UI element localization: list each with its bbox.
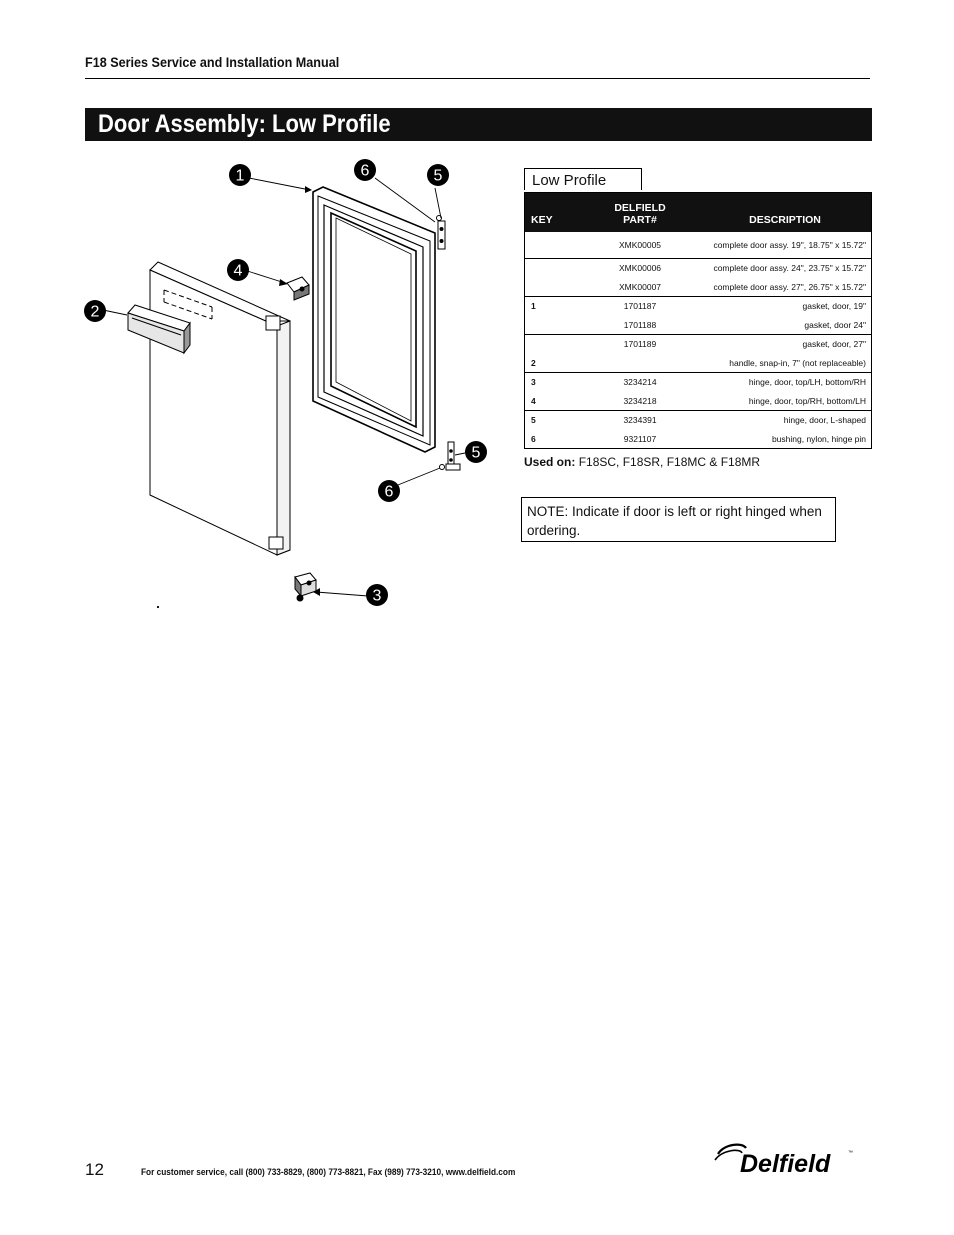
callout-4-label: 4	[233, 262, 243, 280]
customer-service-text: For customer service, call (800) 733-8829, (800) 773-8821, Fax (989) 773-3210, www.delfield.com	[141, 1167, 516, 1177]
row-key: 5	[525, 411, 582, 430]
ordering-note: NOTE: Indicate if door is left or right hinged when ordering.	[521, 497, 836, 542]
l-hinge-bottom-drawing	[440, 442, 461, 470]
gasket-drawing	[313, 187, 435, 452]
row-part: XMK00006	[581, 259, 699, 278]
table-row	[525, 316, 872, 335]
table-row	[525, 354, 872, 373]
door-panel-drawing	[150, 262, 290, 608]
header-description: DESCRIPTION	[699, 193, 872, 233]
table-row	[525, 278, 872, 297]
table-row	[525, 259, 872, 278]
row-part: 9321107	[623, 433, 657, 444]
hinge-top-drawing	[287, 277, 309, 300]
l-hinge-top-drawing	[437, 216, 446, 250]
row-part: 1701189	[581, 335, 699, 354]
row-part: 1701188	[623, 319, 657, 330]
row-description: hinge, door, top/RH, bottom/LH	[748, 395, 866, 406]
header-part-line2: PART#	[623, 214, 657, 226]
row-key	[525, 316, 582, 335]
row-key	[525, 232, 582, 259]
used-on-models: F18SC, F18SR, F18MC & F18MR	[578, 455, 761, 469]
row-key	[525, 335, 582, 354]
callout-5-top-label: 5	[433, 167, 443, 185]
svg-text:™: ™	[848, 1150, 853, 1156]
used-on-line	[524, 455, 760, 469]
row-part: 3234391	[581, 411, 699, 430]
table-row	[525, 373, 872, 392]
row-part: 1701187	[581, 297, 699, 316]
table-row	[525, 411, 872, 430]
header-divider	[85, 78, 870, 79]
page-title-bar	[85, 108, 872, 141]
svg-text:Delfield: Delfield	[740, 1150, 831, 1178]
row-description: gasket, door, 19"	[699, 297, 872, 316]
row-description: complete door assy. 24", 23.75" x 15.72"	[699, 259, 872, 278]
table-row	[525, 297, 872, 316]
callout-6-top-label: 6	[360, 162, 370, 180]
row-key: 2	[531, 357, 536, 368]
table-row	[525, 335, 872, 354]
row-description: hinge, door, top/LH, bottom/RH	[699, 373, 872, 392]
table-header-row	[525, 193, 872, 233]
row-key: 4	[531, 395, 536, 406]
parts-table	[524, 192, 872, 449]
table-row	[525, 232, 872, 259]
callout-5-bottom-label: 5	[471, 444, 481, 462]
row-key: 6	[531, 433, 536, 444]
row-key: 3	[525, 373, 582, 392]
table-row	[525, 392, 872, 411]
row-part	[581, 354, 699, 373]
page-title: Door Assembly: Low Profile	[98, 110, 391, 138]
row-description: hinge, door, L-shaped	[699, 411, 872, 430]
header-part	[581, 193, 699, 233]
manual-title: F18 Series Service and Installation Manual	[85, 54, 340, 70]
row-description: complete door assy. 19", 18.75" x 15.72"	[713, 240, 866, 250]
row-part: XMK00005	[618, 240, 662, 250]
callout-6-bottom-label: 6	[384, 483, 394, 501]
callout-2-label: 2	[90, 303, 100, 321]
header-part-line1: DELFIELD	[614, 202, 666, 214]
header-key: KEY	[525, 193, 582, 233]
table-tab-label: Low Profile	[524, 168, 642, 190]
row-key: 1	[525, 297, 582, 316]
row-description: complete door assy. 27", 26.75" x 15.72"	[713, 281, 866, 292]
used-on-label: Used on:	[524, 455, 576, 469]
row-part: XMK00007	[618, 281, 662, 292]
row-description: gasket, door, 27"	[699, 335, 872, 354]
row-description: handle, snap-in, 7" (not replaceable)	[729, 357, 866, 368]
hinge-bottom-drawing	[295, 573, 316, 601]
door-assembly-diagram	[80, 155, 500, 625]
row-description: bushing, nylon, hinge pin	[771, 433, 866, 444]
page-number: 12	[85, 1160, 104, 1179]
row-part: 3234214	[581, 373, 699, 392]
row-key	[525, 259, 582, 278]
row-key	[525, 278, 582, 297]
row-part: 3234218	[623, 395, 657, 406]
callout-1-label: 1	[235, 167, 245, 185]
delfield-logo	[712, 1140, 857, 1180]
table-row	[525, 430, 872, 449]
callout-3-label: 3	[372, 587, 382, 605]
row-description: gasket, door 24"	[804, 319, 866, 330]
